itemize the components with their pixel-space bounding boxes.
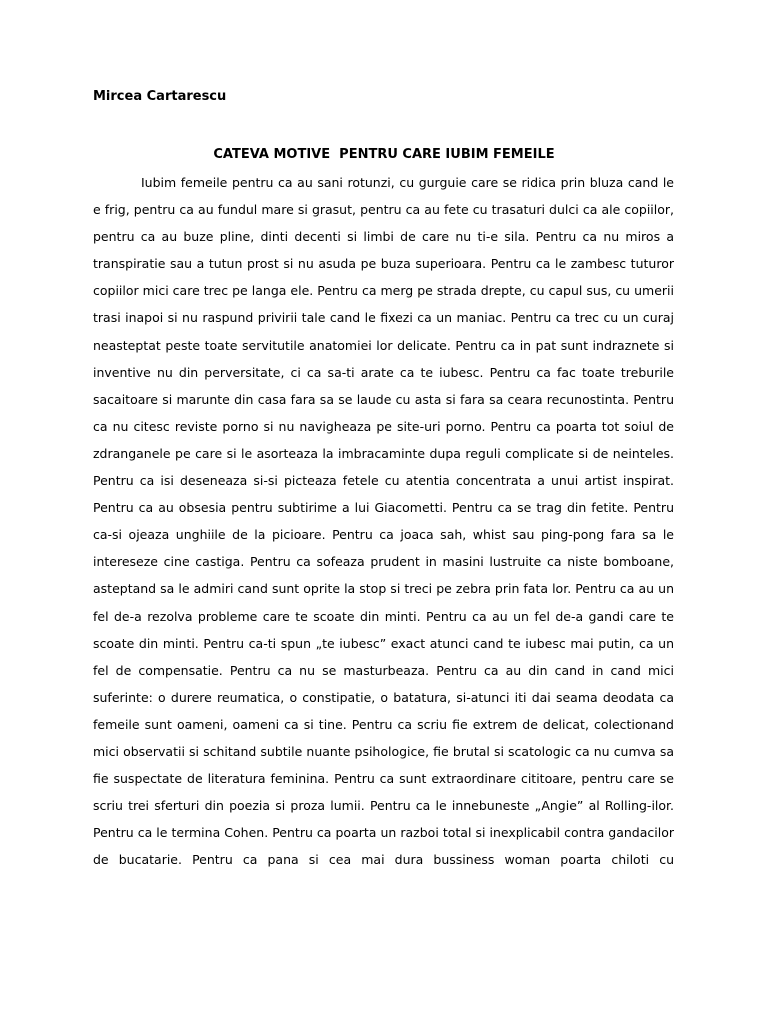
document-title: CATEVA MOTIVE PENTRU CARE IUBIM FEMEILE [213, 147, 555, 162]
text-line: sacaitoare si marunte din casa fara sa se laude cu asta si fara sa ceara recunostinta. Pentru [93, 391, 674, 407]
text-line: e frig, pentru ca au fundul mare si grasut, pentru ca au fete cu trasaturi dulci ca ale copiilor, [93, 202, 674, 218]
text-line: fel de-a rezolva probleme care te scoate din minti. Pentru ca au un fel de-a gandi care te [93, 608, 674, 624]
text-line: fel de compensatie. Pentru ca nu se masturbeaza. Pentru ca au din cand in cand mici [93, 662, 674, 678]
text-line: pentru ca au buze pline, dinti decenti si limbi de care nu ti-e sila. Pentru ca nu miros a [93, 229, 674, 245]
text-line: transpiratie sau a tutun prost si nu asuda pe buza superioara. Pentru ca le zambesc tuturor [93, 256, 674, 272]
text-line: Pentru ca au obsesia pentru subtirime a lui Giacometti. Pentru ca se trag din fetite. Pentru [93, 500, 674, 516]
text-line: fie suspectate de literatura feminina. Pentru ca sunt extraordinare cititoare, pentru care se [93, 771, 674, 787]
text-line: scoate din minti. Pentru ca-ti spun „te iubesc” exact atunci cand te iubesc mai putin, ca un [93, 635, 674, 651]
text-line: femeile sunt oameni, oameni ca si tine. Pentru ca scriu fie extrem de delicat, colectionand [93, 716, 674, 732]
text-line: scriu trei sferturi din poezia si proza lumii. Pentru ca le innebuneste „Angie” al Rolling-ilor. [93, 798, 674, 814]
text-line: Iubim femeile pentru ca au sani rotunzi, cu gurguie care se ridica prin bluza cand le [141, 175, 674, 190]
text-line: ca-si ojeaza unghiile de la picioare. Pentru ca joaca sah, whist sau ping-pong fara sa le [93, 527, 674, 543]
text-line: ca nu citesc reviste porno si nu navigheaza pe site-uri porno. Pentru ca poarta tot soiul de [93, 418, 674, 434]
text-line: Pentru ca isi deseneaza si-si picteaza fetele cu atentia concentrata a unui artist inspirat. [93, 473, 674, 489]
author-name: Mircea Cartarescu [93, 89, 227, 104]
text-line: Pentru ca le termina Cohen. Pentru ca poarta un razboi total si inexplicabil contra gandacilor [93, 825, 674, 841]
text-line: asteptand sa le admiri cand sunt oprite la stop si treci pe zebra prin fata lor. Pentru ca au un [93, 581, 674, 597]
text-line: neasteptat peste toate servitutile anatomiei lor delicate. Pentru ca in pat sunt indraznete si [93, 337, 674, 353]
text-line: zdranganele pe care si le asorteaza la imbracaminte dupa reguli complicate si de neinteles. [93, 445, 674, 461]
text-line: mici observatii si schitand subtile nuante psihologice, fie brutal si scatologic ca nu cumva sa [93, 743, 674, 759]
text-line: copiilor mici care trec pe langa ele. Pentru ca merg pe strada drepte, cu capul sus, cu umerii [93, 283, 674, 299]
text-line: suferinte: o durere reumatica, o constipatie, o batatura, si-atunci iti dai seama deodata ca [93, 689, 674, 705]
text-line: de bucatarie. Pentru ca pana si cea mai dura bussiness woman poarta chiloti cu [93, 852, 674, 868]
text-line: inventive nu din perversitate, ci ca sa-ti arate ca te iubesc. Pentru ca fac toate treburile [93, 364, 674, 380]
text-line: intereseze cine castiga. Pentru ca sofeaza prudent in masini lustruite ca niste bomboane, [93, 554, 674, 570]
body-paragraph [93, 169, 674, 873]
text-line: trasi inapoi si nu raspund privirii tale cand le fixezi ca un maniac. Pentru ca trec cu un curaj [93, 310, 674, 326]
